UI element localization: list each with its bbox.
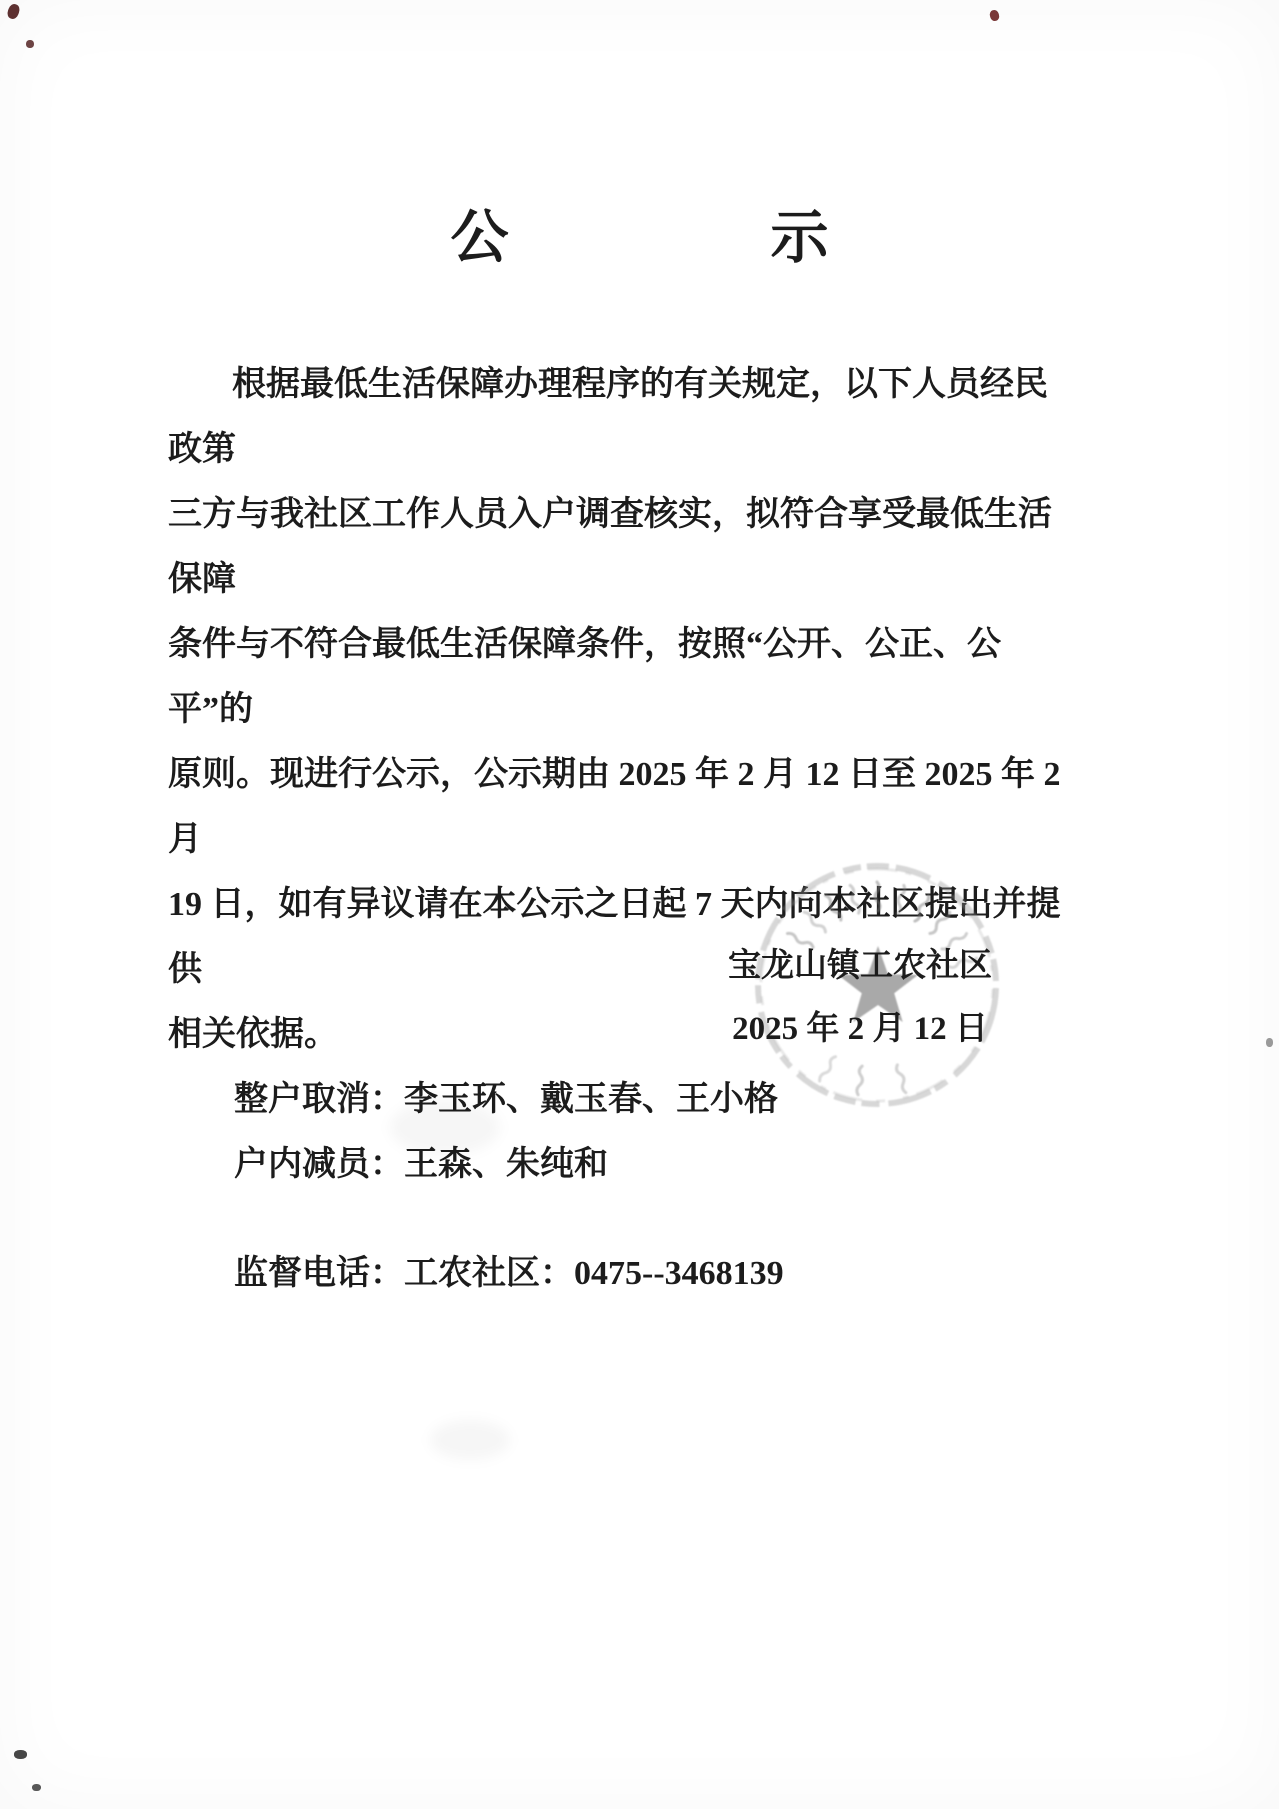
body-line-2: 三方与我社区工作人员入户调查核实，拟符合享受最低生活保障 [168, 496, 1052, 598]
supervision-phone-line: 监督电话：工农社区：0475--3468139 [234, 1255, 784, 1292]
scan-smudge [390, 1100, 500, 1155]
body-line-1: 根据最低生活保障办理程序的有关规定，以下人员经民政第 [168, 366, 1048, 468]
reduce-members-line: 户内减员：王森、朱纯和 [234, 1146, 608, 1183]
cancel-households-line: 整户取消：李玉环、戴玉春、王小格 [234, 1081, 778, 1118]
body-line-3: 条件与不符合最低生活保障条件，按照“公开、公正、公平”的 [168, 626, 1001, 728]
signature-organization: 宝龙山镇工农社区 [728, 948, 992, 984]
body-line-6: 相关依据。 [168, 1016, 338, 1053]
body-line-5: 19 日，如有异议请在本公示之日起 7 天内向本社区提出并提供 [168, 886, 1061, 988]
notice-body [168, 352, 1080, 1306]
scan-smudge [430, 1420, 510, 1460]
scan-speck [6, 3, 21, 21]
scan-speck [26, 40, 34, 48]
scan-speck [989, 9, 1001, 22]
signature-date: 2025 年 2 月 12 日 [732, 1011, 988, 1047]
page-title [0, 190, 1279, 274]
title-char-left: 公 [450, 205, 509, 270]
signature-block [728, 935, 992, 1061]
body-line-4: 原则。现进行公示，公示期由 2025 年 2 月 12 日至 2025 年 2 月 [168, 756, 1061, 858]
scan-speck [32, 1784, 41, 1791]
scan-speck [1266, 1038, 1273, 1047]
title-char-right: 示 [770, 205, 829, 270]
scan-speck [14, 1750, 27, 1759]
